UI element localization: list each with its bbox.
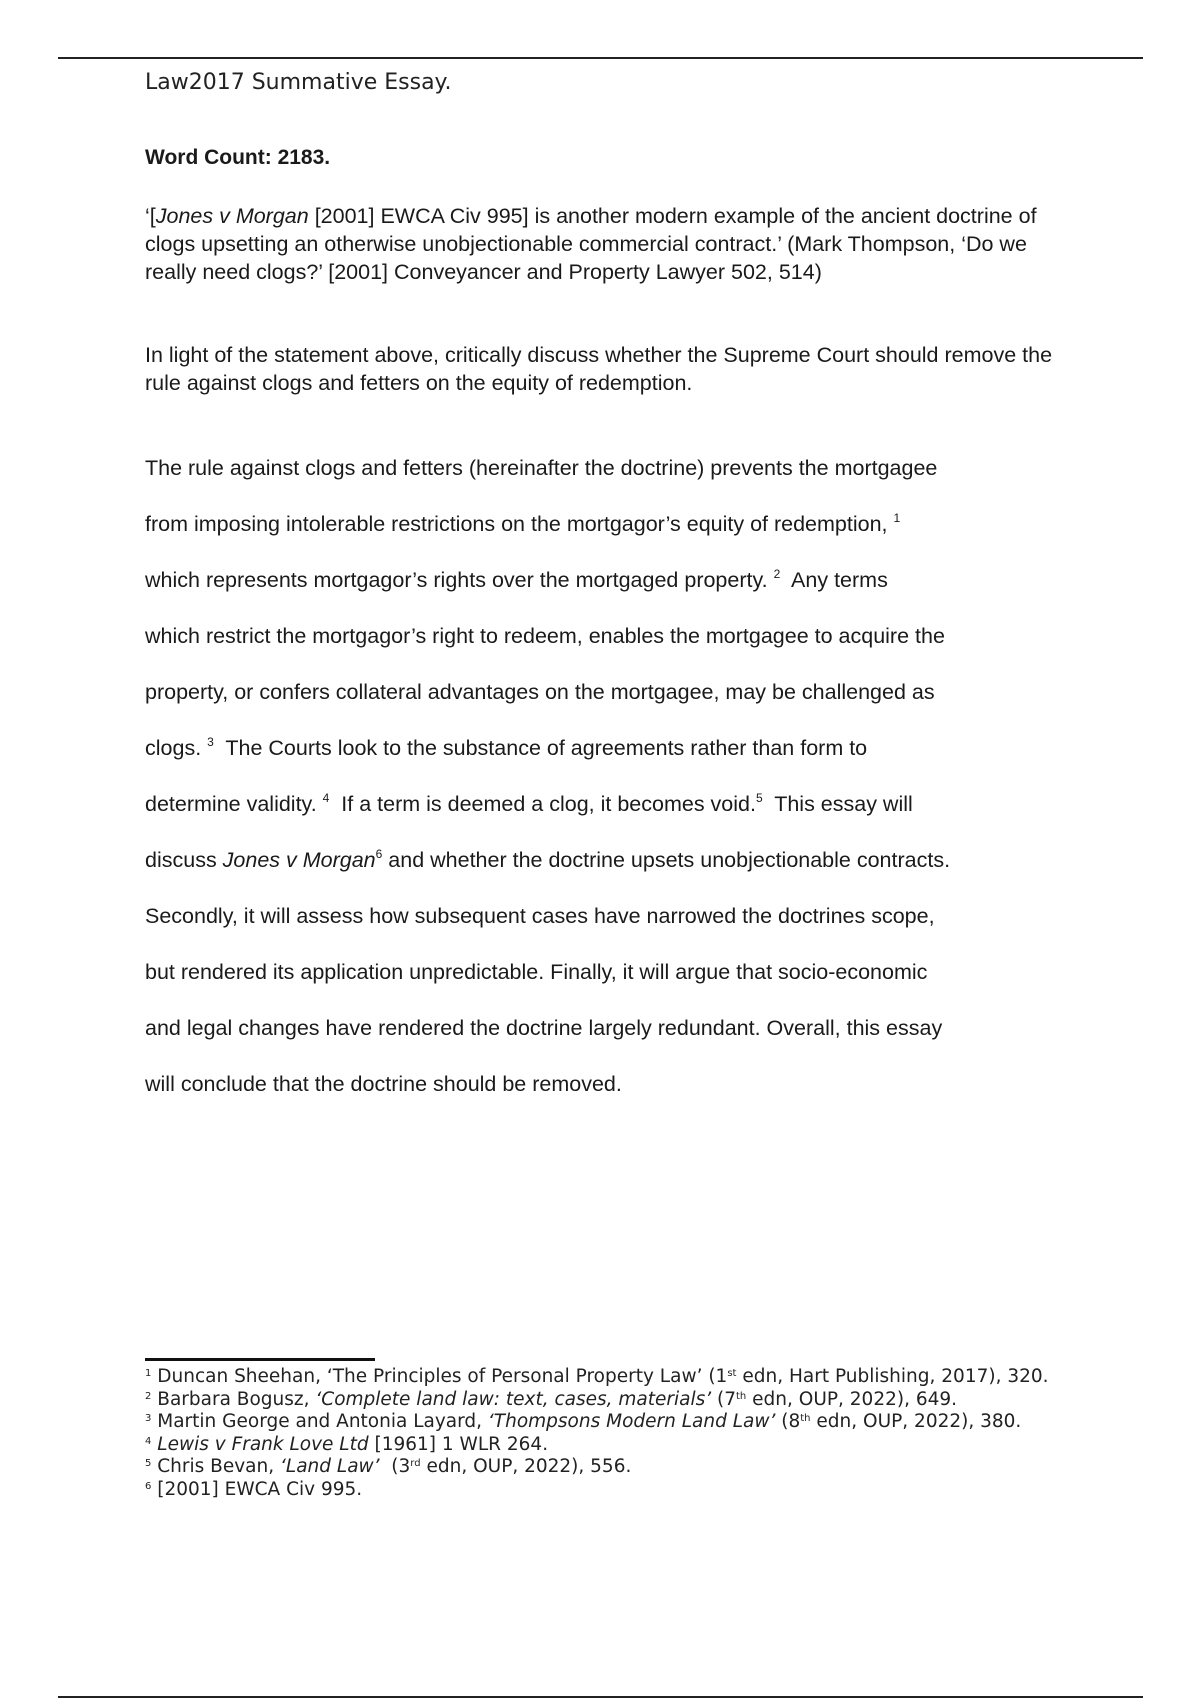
footnote-5: $^5$ Chris Bevan, ‘Land Law’ (3rd edn, OUP, 2022), 556.: [145, 1456, 632, 1477]
body-line: from imposing intolerable restrictions on the mortgagor’s equity of redemption, $^1$: [145, 511, 901, 536]
body-line: which represents mortgagor’s rights over the mortgaged property. $^2$ Any terms: [145, 567, 888, 592]
bottom-rule: [58, 1696, 1143, 1698]
body-line: discuss Jones v Morgan$^6$ and whether the doctrine upsets unobjectionable contracts.: [145, 847, 951, 872]
footnote-ref-2[interactable]: 2: [773, 567, 781, 581]
body-line: property, or confers collateral advantages on the mortgagee, may be challenged as: [145, 680, 935, 704]
footnote-ref-5[interactable]: 5: [755, 791, 763, 805]
quote-rest: [2001] EWCA Civ 995] is another modern example of the ancient doctrine of clogs upsetting an otherwise unobjectionable commercial contract.’ (Mark Thompson, ‘Do we really need clogs?’ [2001] Conveyancer and Property Lawyer 502, 514): [145, 204, 1037, 284]
footnote-ref-6[interactable]: 6: [375, 847, 383, 861]
essay-quote: [145, 202, 1070, 286]
word-count: Word Count: 2183.: [145, 146, 331, 169]
footnotes: [145, 1366, 1075, 1501]
body-line: will conclude that the doctrine should be removed.: [145, 1072, 622, 1096]
body-line: Secondly, it will assess how subsequent cases have narrowed the doctrines scope,: [145, 904, 935, 928]
quote-open: ‘[: [145, 204, 156, 228]
body-line: clogs. $^3$ The Courts look to the substance of agreements rather than form to: [145, 735, 868, 760]
body-line: but rendered its application unpredictable. Finally, it will argue that socio-economic: [145, 960, 928, 984]
footnote-4: $^4$ Lewis v Frank Love Ltd [1961] 1 WLR 264.: [145, 1433, 549, 1455]
footnote-6: $^6$ [2001] EWCA Civ 995.: [145, 1478, 363, 1500]
footnote-separator: [145, 1358, 375, 1361]
footnote-ref-1[interactable]: 1: [893, 511, 901, 525]
essay-body: [145, 440, 1075, 1112]
footnote-ref-4[interactable]: 4: [322, 791, 330, 805]
footnote-2: $^2$ Barbara Bogusz, ‘Complete land law: text, cases, materials’ (7th edn, OUP, 2022), 649.: [145, 1388, 958, 1410]
quote-case-name: Jones v Morgan: [155, 204, 309, 228]
body-line: which restrict the mortgagor’s right to redeem, enables the mortgagee to acquire the: [145, 624, 945, 648]
footnote-1: $^1$ Duncan Sheehan, ‘The Principles of Personal Property Law’ (1st edn, Hart Publishing, 2017), 320.: [145, 1366, 1049, 1387]
footnote-ref-3[interactable]: 3: [207, 735, 214, 749]
footnote-3: $^3$ Martin George and Antonia Layard, ‘Thompsons Modern Land Law’ (8th edn, OUP, 2022), 380.: [145, 1411, 1022, 1432]
top-rule: [58, 57, 1143, 59]
body-line: determine validity. $^4$ If a term is deemed a clog, it becomes void.$^5$ This essay will: [145, 791, 913, 816]
body-line: and legal changes have rendered the doctrine largely redundant. Overall, this essay: [145, 1016, 943, 1040]
body-line: The rule against clogs and fetters (hereinafter the doctrine) prevents the mortgagee: [145, 456, 938, 480]
body-case-name: Jones v Morgan: [222, 848, 376, 872]
document-header: Law2017 Summative Essay.: [145, 70, 452, 95]
essay-question: In light of the statement above, critically discuss whether the Supreme Court should remove the rule against clogs and fetters on the equity of redemption.: [145, 343, 1053, 395]
